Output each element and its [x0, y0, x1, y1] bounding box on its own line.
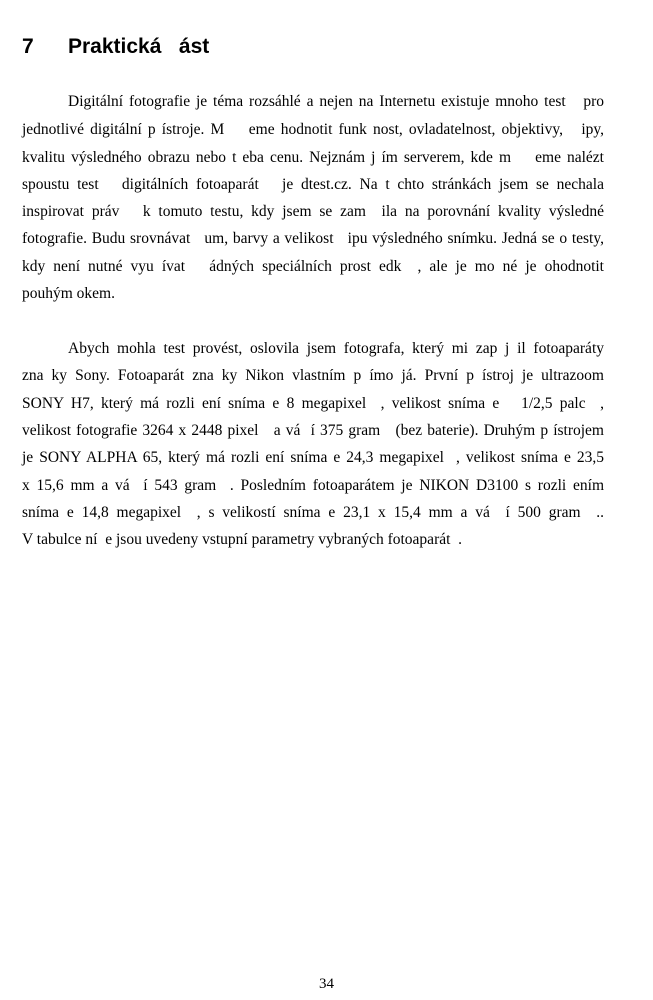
chapter-number: 7 [22, 35, 34, 58]
paragraph-2-line-4: velikost fotografie 3264 x 2448 pixel a vá í 375 gram (bez baterie). Druhým p ístrojem [22, 422, 604, 439]
chapter-title: Praktická ást [68, 35, 210, 58]
paragraph-2-line-5: je SONY ALPHA 65, který má rozli ení sníma e 24,3 megapixel , velikost sníma e 23,5 [22, 449, 604, 466]
page-number: 34 [319, 976, 334, 992]
paragraph-1-line-7: kdy není nutné vyu ívat ádných speciálních prost edk , ale je mo né je ohodnotit [22, 258, 604, 275]
paragraph-2-line-6: x 15,6 mm a vá í 543 gram . Posledním fotoaparátem je NIKON D3100 s rozli ením [22, 477, 604, 494]
paragraph-2-line-8: V tabulce ní e jsou uvedeny vstupní parametry vybraných fotoaparát . [22, 531, 463, 548]
paragraph-1-line-3: kvalitu výsledného obrazu nebo t eba cenu. Nejznám j ím serverem, kde m eme nalézt [22, 149, 604, 166]
paragraph-1-line-1: Digitální fotografie je téma rozsáhlé a nejen na Internetu existuje mnoho test pro [68, 93, 604, 110]
paragraph-2-line-7: sníma e 14,8 megapixel , s velikostí sníma e 23,1 x 15,4 mm a vá í 500 gram .. [22, 504, 604, 521]
paragraph-2-line-3: SONY H7, který má rozli ení sníma e 8 megapixel , velikost sníma e 1/2,5 palc , [22, 395, 604, 412]
paragraph-1-line-4: spoustu test digitálních fotoaparát je dtest.cz. Na t chto stránkách jsem se nechala [22, 176, 604, 193]
paragraph-1-line-8: pouhým okem. [22, 285, 115, 302]
paragraph-2-line-1: Abych mohla test provést, oslovila jsem fotografa, který mi zap j il fotoaparáty [68, 340, 604, 357]
chapter-heading [22, 35, 209, 59]
paragraph-1-line-6: fotografie. Budu srovnávat um, barvy a velikost ipu výsledného snímku. Jedná se o testy, [22, 230, 604, 247]
paragraph-2-line-2: zna ky Sony. Fotoaparát zna ky Nikon vlastním p ímo já. První p ístroj je ultrazoom [22, 367, 604, 384]
paragraph-1-line-5: inspirovat práv k tomuto testu, kdy jsem se zam ila na porovnání kvality výsledné [22, 203, 604, 220]
paragraph-1-line-2: jednotlivé digitální p ístroje. M eme hodnotit funk nost, ovladatelnost, objektivy, ipy, [22, 121, 604, 138]
